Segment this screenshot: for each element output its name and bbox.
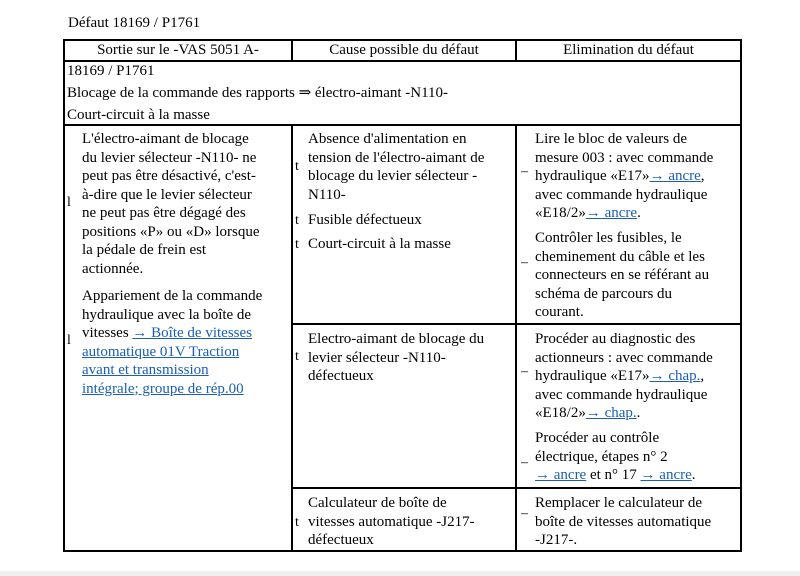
col-divider-1 [291, 124, 293, 552]
table-border-left [63, 39, 65, 552]
anchor-link-e18[interactable]: → ancre [585, 205, 638, 221]
page-bottom-edge [0, 571, 800, 576]
remedy-text: , avec commande hydraulique «E18/2» [535, 168, 708, 221]
dash-marker: – [521, 164, 528, 179]
gearbox-reference-link[interactable]: → Boîte de vitesses automatique 01V Traction avant et transmission intégrale; groupe de rép.00 [82, 325, 252, 397]
header-output: Sortie sur le -VAS 5051 A- [97, 42, 259, 58]
bullet-marker: t [295, 159, 299, 174]
remedy-replace-control-unit: Remplacer le calculateur de boîte de vitesses automatique -J217-. [535, 495, 712, 548]
matching-text: Appariement de la commande hydraulique avec la boîte de vitesses [82, 288, 263, 341]
remedy-text: et n° 17 [586, 467, 637, 483]
cause-fuse: Fusible défectueux [308, 212, 422, 228]
bullet-marker: t [295, 349, 299, 364]
bullet-marker: t [295, 237, 299, 252]
chapter-link-e17[interactable]: → chap. [649, 368, 701, 384]
remedy-text: . [636, 405, 641, 421]
anchor-link-e17[interactable]: → ancre [649, 168, 701, 184]
anchor-link-step-17[interactable]: → ancre [640, 467, 692, 483]
remedy-text: Lire le bloc de valeurs de mesure 003 : avec commande hydraulique «E17» [535, 131, 714, 184]
table-border-right [740, 39, 742, 552]
fault-code: 18169 / P1761 [67, 63, 155, 79]
cause-control-unit: Calculateur de boîte de vitesses automatique -J217- défectueux [308, 495, 475, 548]
bullet-marker: t [295, 213, 299, 228]
dash-marker: – [521, 455, 528, 470]
header-cause: Cause possible du défaut [329, 42, 479, 58]
remedy-text: , avec commande hydraulique «E18/2» [535, 368, 708, 421]
cause-no-supply: Absence d'alimentation en tension de l'électro-aimant de blocage du levier sélecteur - N110- [308, 131, 485, 203]
fault-type: Court-circuit à la masse [67, 107, 210, 123]
chapter-link-e18[interactable]: → chap. [585, 405, 637, 421]
header-divider [63, 60, 742, 62]
remedy-text: Procéder au contrôle électrique, étapes n° 2 [535, 430, 668, 465]
output-description: L'électro-aimant de blocage du levier sélecteur -N110- ne peut pas être désactivé, c'est- à-dire que le levier sélecteur ne peut pas être dégagé des positions «P» ou «D» lorsque la pédale de frein est actionnée. [82, 131, 260, 277]
remedy-check-fuses: Contrôler les fusibles, le cheminement du câble et les connecteurs en se référant au schéma de parcours du courant. [535, 230, 710, 320]
remedy-read-values [535, 130, 738, 223]
col-divider-2 [515, 124, 517, 552]
output-matching-note [82, 287, 288, 398]
page-title: Défaut 18169 / P1761 [68, 15, 201, 31]
cause-solenoid: Electro-aimant de blocage du levier sélecteur -N110- défectueux [308, 331, 485, 384]
bullet-marker: l [67, 195, 71, 210]
remedy-text: . [637, 205, 641, 221]
cause-short-circuit: Court-circuit à la masse [308, 236, 451, 252]
remedy-text: Procéder au diagnostic des actionneurs : avec commande hydraulique «E17» [535, 331, 713, 384]
remedy-electrical-check [535, 429, 738, 485]
fault-description: Blocage de la commande des rapports ⇒ électro-aimant -N110- [67, 85, 449, 101]
anchor-link-step-2[interactable]: → ancre [535, 467, 587, 483]
table-border-bottom [63, 550, 742, 552]
bullet-marker: t [295, 515, 299, 530]
dash-marker: – [521, 364, 528, 379]
remedy-text: . [691, 467, 696, 483]
header-remedy: Elimination du défaut [563, 42, 694, 58]
bullet-marker: l [67, 333, 71, 348]
dash-marker: – [521, 255, 528, 270]
remedy-actuator-diagnosis [535, 330, 738, 423]
dash-marker: – [521, 506, 528, 521]
